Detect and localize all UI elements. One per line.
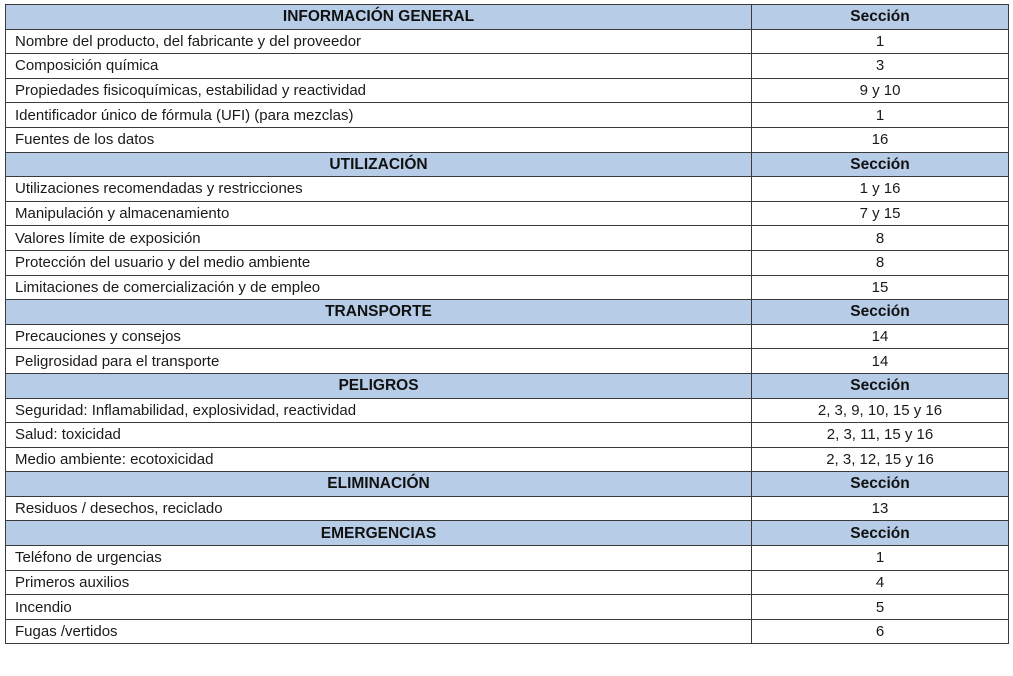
row-section-number: 1 (752, 29, 1009, 54)
section-column-header: Sección (752, 521, 1009, 546)
table-row (6, 546, 1009, 571)
row-section-number: 8 (752, 250, 1009, 275)
table-row (6, 201, 1009, 226)
row-label: Medio ambiente: ecotoxicidad (6, 447, 752, 472)
row-section-number: 2, 3, 12, 15 y 16 (752, 447, 1009, 472)
table-row (6, 447, 1009, 472)
row-section-number: 1 y 16 (752, 177, 1009, 202)
table-row (6, 54, 1009, 79)
table-row (6, 619, 1009, 644)
table-row (6, 177, 1009, 202)
row-section-number: 3 (752, 54, 1009, 79)
row-section-number: 4 (752, 570, 1009, 595)
row-section-number: 15 (752, 275, 1009, 300)
sds-sections-table (5, 4, 1009, 644)
section-title: ELIMINACIÓN (6, 472, 752, 497)
section-column-header: Sección (752, 373, 1009, 398)
table-row (6, 595, 1009, 620)
section-header-row (6, 472, 1009, 497)
table-row (6, 349, 1009, 374)
table-row (6, 570, 1009, 595)
row-label: Limitaciones de comercialización y de empleo (6, 275, 752, 300)
row-section-number: 9 y 10 (752, 78, 1009, 103)
row-section-number: 2, 3, 11, 15 y 16 (752, 423, 1009, 448)
row-label: Precauciones y consejos (6, 324, 752, 349)
row-label: Nombre del producto, del fabricante y del proveedor (6, 29, 752, 54)
table-row (6, 29, 1009, 54)
section-title: INFORMACIÓN GENERAL (6, 5, 752, 30)
row-section-number: 2, 3, 9, 10, 15 y 16 (752, 398, 1009, 423)
section-column-header: Sección (752, 472, 1009, 497)
section-header-row (6, 5, 1009, 30)
table-row (6, 103, 1009, 128)
section-column-header: Sección (752, 300, 1009, 325)
section-header-row (6, 373, 1009, 398)
section-title: TRANSPORTE (6, 300, 752, 325)
row-label: Protección del usuario y del medio ambiente (6, 250, 752, 275)
section-column-header: Sección (752, 5, 1009, 30)
section-title: PELIGROS (6, 373, 752, 398)
row-section-number: 16 (752, 127, 1009, 152)
row-section-number: 14 (752, 324, 1009, 349)
row-label: Utilizaciones recomendadas y restricciones (6, 177, 752, 202)
row-section-number: 1 (752, 546, 1009, 571)
table-row (6, 423, 1009, 448)
row-label: Teléfono de urgencias (6, 546, 752, 571)
table-row (6, 496, 1009, 521)
row-label: Identificador único de fórmula (UFI) (para mezclas) (6, 103, 752, 128)
row-label: Primeros auxilios (6, 570, 752, 595)
row-label: Salud: toxicidad (6, 423, 752, 448)
table-row (6, 226, 1009, 251)
row-label: Fugas /vertidos (6, 619, 752, 644)
row-section-number: 14 (752, 349, 1009, 374)
row-section-number: 7 y 15 (752, 201, 1009, 226)
row-label: Peligrosidad para el transporte (6, 349, 752, 374)
row-label: Valores límite de exposición (6, 226, 752, 251)
table-row (6, 324, 1009, 349)
section-column-header: Sección (752, 152, 1009, 177)
row-section-number: 5 (752, 595, 1009, 620)
row-label: Composición química (6, 54, 752, 79)
section-title: EMERGENCIAS (6, 521, 752, 546)
table-row (6, 127, 1009, 152)
section-header-row (6, 300, 1009, 325)
table-row (6, 398, 1009, 423)
row-label: Seguridad: Inflamabilidad, explosividad, reactividad (6, 398, 752, 423)
section-title: UTILIZACIÓN (6, 152, 752, 177)
row-label: Manipulación y almacenamiento (6, 201, 752, 226)
table-row (6, 78, 1009, 103)
section-header-row (6, 152, 1009, 177)
section-header-row (6, 521, 1009, 546)
row-label: Incendio (6, 595, 752, 620)
row-label: Propiedades fisicoquímicas, estabilidad y reactividad (6, 78, 752, 103)
row-section-number: 1 (752, 103, 1009, 128)
table-row (6, 250, 1009, 275)
row-section-number: 8 (752, 226, 1009, 251)
row-section-number: 13 (752, 496, 1009, 521)
row-label: Fuentes de los datos (6, 127, 752, 152)
table-row (6, 275, 1009, 300)
row-section-number: 6 (752, 619, 1009, 644)
row-label: Residuos / desechos, reciclado (6, 496, 752, 521)
